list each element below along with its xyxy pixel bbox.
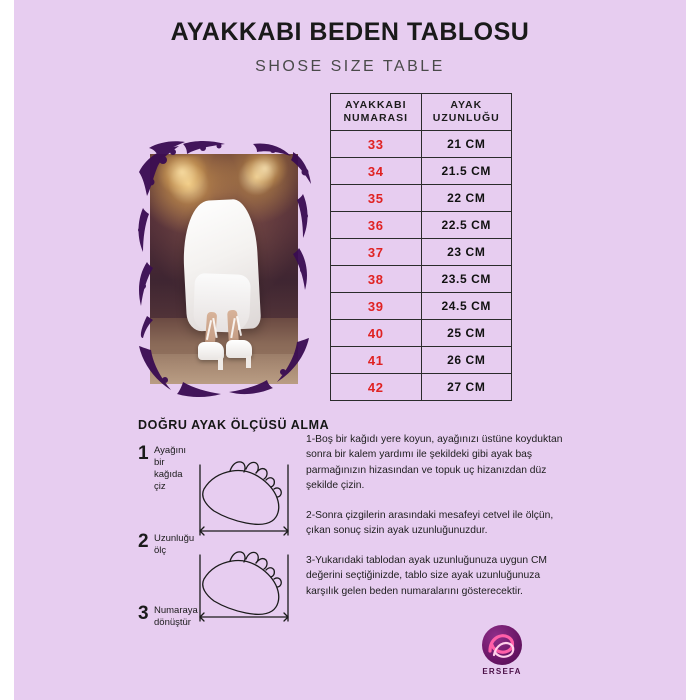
cell-shoe-size: 35 <box>331 185 422 212</box>
foot-measurement-diagram-icon <box>196 443 306 623</box>
cell-foot-length: 21 CM <box>421 131 512 158</box>
step-number: 3 <box>138 603 149 624</box>
cell-shoe-size: 39 <box>331 293 422 320</box>
table-row <box>331 185 512 212</box>
table-row <box>331 158 512 185</box>
step-label: Uzunluğu ölç <box>154 533 195 556</box>
column-header-foot-length: AYAK UZUNLUĞU <box>421 94 512 131</box>
instruction-paragraph-3: 3-Yukarıdaki tablodan ayak uzunluğunuza uygun CM değerini seçtiğinizde, tablo size ayak uzunluğunuza karşılık gelen beden numaralarını gösterecektir. <box>306 554 547 597</box>
brand-name: ERSEFA <box>482 667 522 676</box>
table-row <box>331 374 512 401</box>
table-row <box>331 131 512 158</box>
bride-photo-with-floral-frame <box>133 138 315 400</box>
cell-foot-length: 22 CM <box>421 185 512 212</box>
shoe-heel-left <box>218 358 223 370</box>
logo-swirl-icon <box>482 625 522 665</box>
size-table-wrapper <box>330 93 512 401</box>
table-row <box>331 347 512 374</box>
table-row <box>331 239 512 266</box>
cell-shoe-size: 37 <box>331 239 422 266</box>
cell-foot-length: 27 CM <box>421 374 512 401</box>
chandelier-light-icon <box>156 156 208 196</box>
step-label: Ayağını bir kağıda çiz <box>154 445 187 492</box>
photo-floor-reflection <box>150 354 298 384</box>
cell-foot-length: 26 CM <box>421 347 512 374</box>
size-table-body <box>331 131 512 401</box>
right-margin-strip <box>686 0 700 700</box>
step-label: Numaraya dönüştür <box>154 605 198 628</box>
cell-shoe-size: 34 <box>331 158 422 185</box>
cell-shoe-size: 41 <box>331 347 422 374</box>
chandelier-light-secondary-icon <box>242 154 288 190</box>
cell-foot-length: 23.5 CM <box>421 266 512 293</box>
page-title: AYAKKABI BEDEN TABLOSU <box>170 18 530 46</box>
cell-foot-length: 25 CM <box>421 320 512 347</box>
cell-shoe-size: 40 <box>331 320 422 347</box>
cell-shoe-size: 36 <box>331 212 422 239</box>
size-table <box>330 93 512 401</box>
cell-shoe-size: 42 <box>331 374 422 401</box>
page-subtitle: SHOSE SIZE TABLE <box>255 58 445 75</box>
table-header-row <box>331 94 512 131</box>
bride-photo <box>150 154 298 384</box>
cell-shoe-size: 33 <box>331 131 422 158</box>
cell-foot-length: 23 CM <box>421 239 512 266</box>
cell-foot-length: 22.5 CM <box>421 212 512 239</box>
instructions-paragraphs <box>306 432 564 613</box>
table-row <box>331 293 512 320</box>
brand-logo <box>474 625 530 681</box>
table-row <box>331 266 512 293</box>
wedding-dress-skirt <box>193 273 251 333</box>
table-row <box>331 212 512 239</box>
left-margin-strip <box>0 0 14 700</box>
shoe-heel-right <box>246 356 251 368</box>
instruction-paragraph-1: 1-Boş bir kağıdı yere koyun, ayağınızı üstüne koyduktan sonra bir kalem yardımı ile şekildeki gibi ayak baş parmağınızın hizasından ve topuk uç hizanızdan düz şekilde çizin. <box>306 434 563 492</box>
table-row <box>331 320 512 347</box>
step-number: 2 <box>138 531 149 552</box>
step-number: 1 <box>138 443 149 464</box>
cell-foot-length: 24.5 CM <box>421 293 512 320</box>
cell-shoe-size: 38 <box>331 266 422 293</box>
instruction-paragraph-2: 2-Sonra çizgilerin arasındaki mesafeyi cetvel ile ölçün, çıkan sonuç sizin ayak uzunluğunuzdur. <box>306 509 554 537</box>
logo-mark-icon <box>482 625 522 665</box>
instructions-title: DOĞRU AYAK ÖLÇÜSÜ ALMA <box>138 418 330 432</box>
column-header-shoe-size: AYAKKABI NUMARASI <box>331 94 422 131</box>
cell-foot-length: 21.5 CM <box>421 158 512 185</box>
